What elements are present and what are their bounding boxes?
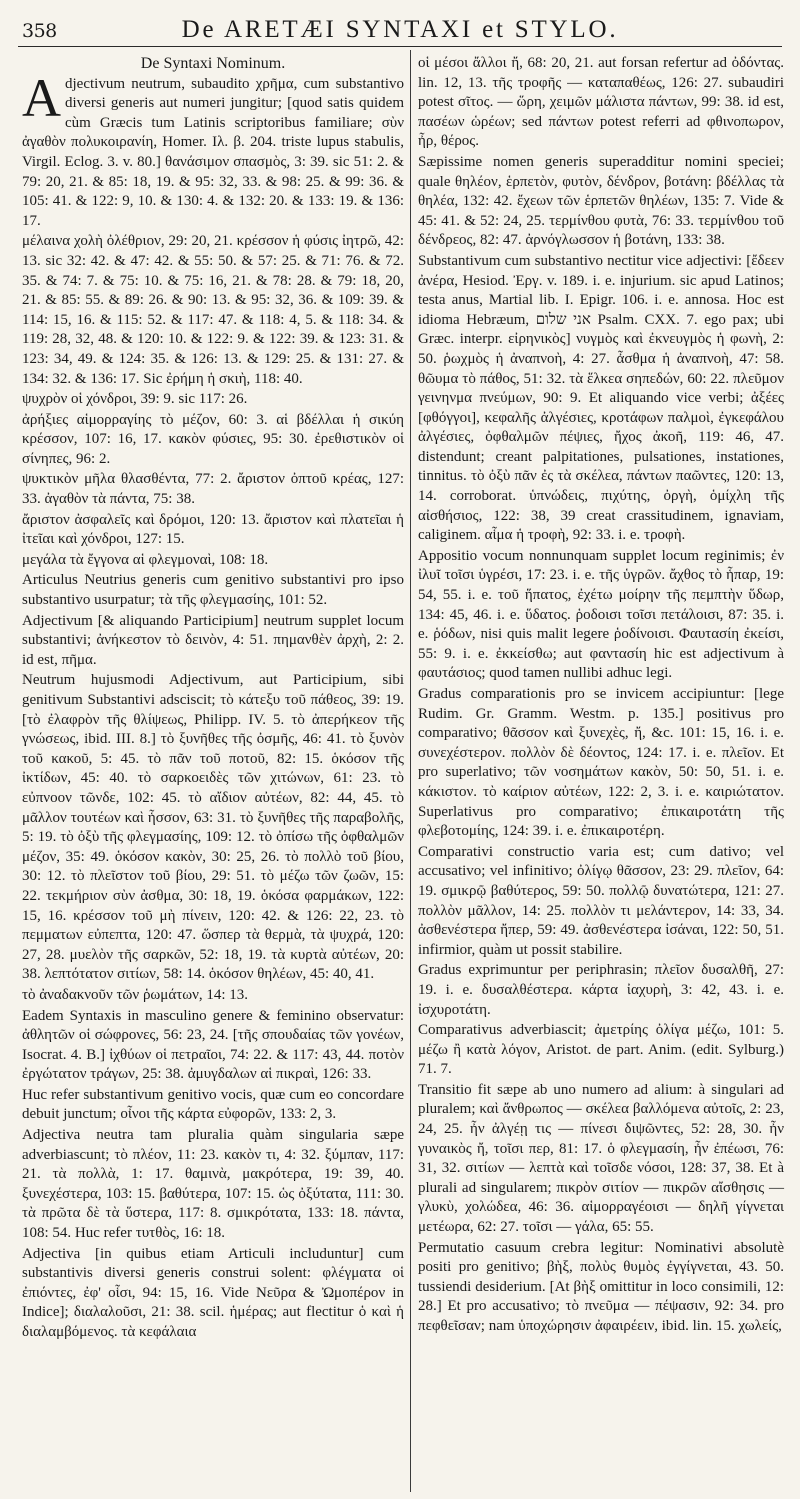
paragraph: μέλαινα χολὴ ὀλέθριον, 29: 20, 21. κρέσσον ἡ φύσις ἰητρῶ, 42: 13. sic 32: 42. & 47: 42. & 55: 50. & 57: 25. & 71: 76. & 72. 35. & 74: 7. & 75: 10. & 75: 16, 21. & 78: 28. & 79: 18, 20, 21. & 85: 55. & 89: 26. & 90: 13. & 95: 32, 36. & 109: 39. & 114: 15, 16. & 115: 52. & 117: 47. & 118: 4, 5. & 118: 34. & 119: 28, 32, 48. & 120: 10. & 122: 9. & 122: 39. & 123: 31. & 123: 34, 49. & 124: 35. & 126: 13. & 129: 25. & 131: 27. & 134: 32. & 136: 17. Sic ἐρήμη ἡ σκιὴ, 118: 40.	[22, 233, 404, 387]
paragraph: Appositio vocum nonnunquam supplet locum reginimis; ἐν ἰλυῖ τοῖσι ὑγρέσι, 17: 23. i. e. τῆς ὑγρῶν. ἄχθος τὸ ἧπαρ, 19: 54, 55. i. e. τοῦ ἥπατος, ἐχέτω μοίρην τῆς πεμπτὴν ὕδωρ, 134: 45, 46. i. e. ὕδατος. ῥοδοισι τοῖσι πετάλοισι, 87: 35. i. e. ῥόδων, nisi quis malit legere ῥοδίνοισι. Φαυτασίη ἐκείσι, 55: 9. i. e. ἐκκείσθω; aut φαντασίη hic est adjectivum à φαυτάσιος; quod tamen nullibi adhuc legi.	[418, 547, 784, 682]
paragraph: μεγάλα τὰ ἔγγονα αἱ φλεγμοναὶ, 108: 18.	[22, 551, 269, 568]
paragraph: Adjectivum [& aliquando Participium] neutrum supplet locum substantivi; ἀνήκεστον τὸ δεινὸν, 4: 51. πημανθὲν ἀρχὴ, 2: 2. id est, πῆμα.	[22, 612, 404, 668]
paragraph: Gradus comparationis pro se invicem accipiuntur: [lege Rudim. Gr. Gramm. Westm. p. 135.] positivus pro comparativo; θᾶσσον καὶ ξυνεχὲς, ἤ, &c. 101: 15, 16. i. e. συνεχέστερον. πολλὸν δὲ δέοντος, 124: 17. i. e. πλεῖον. Et pro superlativo; τῶν νοσημάτων κακὸν, 50: 50, 51. i. e. κάκιστον. τὸ καίριον αὐτέων, 122: 2, 3. i. e. καιριώτατον. Superlativus pro comparativo; ἐπικαιροτάτη τῆς φλεβοτομίης, 124: 39. i. e. ἐπικαιροτέρη.	[418, 686, 784, 840]
paragraph: Adjectiva neutra tam pluralia quàm singularia sæpe adverbiascunt; τὸ πλέον, 11: 23. κακὸν τι, 4: 32. ξύμπαν, 117: 21. τὰ πολλὰ, 1: 17. θαμινὰ, μακρότερα, 19: 39, 40. ξυνεχέστερα, 103: 15. βαθύτερα, 107: 15. ὡς ὀξύτατα, 111: 30. τὰ πρῶτα δὲ τὰ ὕστερα, 117: 8. σμικρότατα, 133: 18. πάντα, 108: 54. Huc refer τυτθὸς, 16: 18.	[22, 1127, 404, 1242]
paragraph: Substantivum cum substantivo nectitur vice adjectivi: [ἔδεεν ἀνέρα, Hesiod. Ἐργ. v. 189. i. e. injurium. sic apud Latinos; testa anus, Martial lib. I. Epigr. 106. i. e. annosa. Hoc est idioma Hebræum, אני שלום Psalm. CXX. 7. ego pax; ubi Græc. interpr. εἰρηνικὸς] νυγμὸς καὶ ἐκνευγμὸς ἡ φωνὴ, 2: 50. ῥωχμὸς ἡ ἀναπνοὴ, 4: 27. ἆσθμα ἡ ἀναπνοὴ, 47: 58. θῶυμα τὸ πάθος, 51: 32. τὰ ἕλκεα σηπεδών, 60: 22. πλεῦμον γεινηνμα πνεύμων, 90: 9. Et aliquando vice verbi; ἀξέες [φθόγγοι], κεφαλῆς ἀλγέσιες, κροτάφων παλμοὶ, ἐγκεφάλου ἀλγέσιες, ὀφθαλμῶν πέψιες, ἤχος ἀκοῆ, 119: 46, 47. distendunt; creant palpitationes, pulsationes, instationes, tinnitus. τὸ ὀξὺ πᾶν ἐς τὰ σκέλεα, πάντων παῶντες, 120: 13, 14. corroborat. ὑπνώδεις, πιχύτης, ὀργὴ, ὁμίχλη τῆς αἰσθήσιος, 122: 38, 39 creat crassitudinem, ignaviam, caliginem. αἷμα ἡ τροφὴ, 92: 33. i. e. τροφὴ.	[418, 252, 784, 544]
paragraph: Eadem Syntaxis in masculino genere & feminino observatur: ἀθλητῶν οἱ σώφρονες, 56: 23, 24. [τῆς σπουδαίας τῶν γονέων, Isocrat. 4. B.] ἰχθύων οἱ πετραῖοι, 74: 22. & 117: 43, 44. ποτὸν ἐργώτατον τράγων, 25: 38. ἀμυγδαλων αἱ πικραὶ, 126: 33.	[22, 1007, 404, 1083]
paragraph: Adjectiva [in quibus etiam Articuli includuntur] cum substantivis diversi generis construi solent: φλέγματα οἱ ἐπιόντες, ἐφ' οἷσι, 94: 15, 16. Vide Νεῦρα & Ὠμοπέρον in Indice]; διαλαλοῦσι, 21: 38. scil. ἡμέρας; aut flectitur ὁ καὶ ἡ διαλαμβόμενος. τὰ κεφάλαια	[22, 1245, 404, 1340]
paragraph: Adjectivum neutrum, subaudito χρῆμα, cum substantivo diversi generis aut numeri jungitur; [quod satis quidem cùm Græcis tum Latinis scriptoribus familiare; σὺν ἀγαθὸν πολυκοιρανίη, Homer. Ιλ. β. 204. triste lupus stabulis, Virgil. Eclog. 3. v. 80.] θανάσιμον σπασμὸς, 3: 39. sic 51: 2. & 79: 20, 21. & 85: 18, 19. & 95: 32, 33. & 98: 25. & 99: 36. & 105: 41. & 122: 9, 10. & 130: 4. & 132: 20. & 133: 19. & 136: 17.	[22, 67, 404, 229]
column-divider	[410, 50, 411, 1492]
paragraph: Comparativus adverbiascit; ἀμετρίης ὀλίγα μέζω, 101: 5. μέζω ἢ κατὰ λόγον, Aristot. de part. Anim. (edit. Sylburg.) 71. 7.	[418, 1022, 784, 1078]
paragraph: Gradus exprimuntur per periphrasin; πλεῖον δυσαλθῆ, 27: 19. i. e. δυσαλθέστερα. κάρτα ἰαχυρὴ, 3: 42, 43. i. e. ἰσχυροτάτη.	[418, 962, 784, 1018]
paragraph: ἄριστον ἀσφαλεῖς καὶ δρόμοι, 120: 13. ἄριστον καὶ πλατεῖαι ἡ ἰτεῖαι καὶ χόνδροι, 127: 15.	[22, 511, 404, 548]
page-number: 358	[22, 20, 57, 42]
right-column	[418, 54, 784, 1338]
paragraph: Neutrum hujusmodi Adjectivum, aut Participium, sibi genitivum Substantivi adsciscit; τὸ κάτεξυ τοῦ πάθεος, 39: 19. [τὸ ἐλαφρὸν τῆς θλίψεως, Philipp. IV. 5. τὸ ἀπερήκεον τῆς γνώσεως, ibid. III. 8.] τὸ ξυνῆθες τῆς ὀσμῆς, 46: 41. τὸ ξυνὸν τοῦ κακοῦ, 5: 45. τὸ πᾶν τοῦ ποτοῦ, 82: 15. ὁκόσον τῆς ἰκτίδων, 45: 40. τὸ σαρκοειδὲς τῶν χιτώνων, 61: 23. τὸ εὐπνοον τῶνδε, 102: 45. τὸ αἴδιον αὐτέων, 82: 44, 45. τὸ μᾶλλον τουτέων καὶ ἧσσον, 63: 31. τὸ ξυνῆθες τῆς παραβολῆς, 5: 19. τὸ ὀξὺ τῆς φλεγμασίης, 109: 12. τὸ ὀπίσω τῆς ὀφθαλμῶν μέζον, 35: 49. ὁκόσον κακὸν, 30: 25, 26. τὸ πολλὸ τοῦ βίου, 30: 12. τὸ πλεῖστον τοῦ βίου, 29: 51. τὸ μέζω τῶν ζωῶν, 15: 22. τεκμήριον σὺν ἀσθμα, 30: 18, 19. ὁκόσα φαρμάκων, 122: 15, 16. κρέσσον τοῦ μὴ πίνειν, 120: 42. & 126: 22, 23. τὸ πεμματων εὐπεπτα, 120: 47. ὥσπερ τὰ θερμὰ, τὰ ψυχρά, 120: 27, 28. μυελὸν τῆς σαρκῶν, 52: 18, 19. τὰ κυρτὰ αὐτέων, 20: 38. λεπτότατον σιτίων, 58: 14. ὁκόσον θηλέων, 45: 40, 41.	[22, 672, 404, 983]
paragraph: Transitio fit sæpe ab uno numero ad alium: à singulari ad pluralem; καὶ ἄνθρωπος — σκέλεα βαλλόμενα αὐτοῖς, 2: 23, 24, 25. ἦν ἀλγέῃ τις — πίνεσι διψῶντες, 52: 28, 30. ἦν γυναικὸς ἤ, τοῖσι περ, 81: 17. ὁ φλεγμασίη, ἦν ἐπέωσι, 76: 31, 32. σιτίων — λεπτὰ καὶ τοῖσδε νόσοι, 128: 37, 38. Et à plurali ad singularem; πικρὸν σιτίον — πικρῶν αἴσθησις — γλυκὺ, χολώδεα, 46: 36. αἱμορραγέοισι — δηλῆ γίγνεται μετέωρα, 62: 27. τοῖσι — γάλα, 65: 55.	[418, 1081, 784, 1236]
paragraph: Articulus Neutrius generis cum genitivo substantivi pro ipso substantivo usurpatur; τὰ τῆς φλεγμασίης, 101: 52.	[22, 572, 404, 609]
paragraph: Huc refer substantivum genitivo vocis, quæ cum eo concordare debuit junctum; οἶνοι τῆς κάρτα εὐφορῶν, 133: 2, 3.	[22, 1086, 404, 1123]
paragraph: Permutatio casuum crebra legitur: Nominativi absolutè positi pro genitivo; βὴξ, πολὺς θυμὸς ἐγγίγνεται, 43. 50. tussiendi desiderium. [At βὴξ omittitur in loco consimili, 12: 28.] Et pro accusativo; τὸ πνεῦμα — πέψασιν, 92: 34. pro πεφθεῖσαν; nam ὑποχώρησιν ἀφαιρέειν, ibid. lin. 15. χωλείς,	[418, 1239, 784, 1334]
paragraph: Comparativi constructio varia est; cum dativo; vel accusativo; vel infinitivo; ὀλίγῳ θᾶσσον, 23: 29. πλεῖον, 64: 19. σμικρῷ βαθύτερος, 59: 50. πολλῷ δυνατώτερα, 121: 27. πολλὸν μᾶλλον, 14: 25. πολλὸν τι μελάντερον, 14: 33, 34. ἀσθενέστερα ἤπερ, 59: 49. ἀσθενέστερα ἰσάναι, 122: 50, 51. infirmior, quàm ut possit stabilire.	[418, 843, 784, 958]
paragraph: Sæpissime nomen generis superadditur nomini speciei; quale θηλέον, ἑρπετὸν, φυτὸν, δένδρον, βοτάνη: βδέλλας τὰ θηλέα, 132: 42. ἔχεων τῶν ἑρπετῶν θηλέων, 135: 7. Vide & 45: 41. & 52: 24, 25. τερμίνθου φυτὰ, 76: 33. τερμίνθου τοῦ δένδρεος, 82: 47. ἀρνόγλωσσον ἡ βοτάνη, 133: 38.	[418, 153, 784, 249]
paragraph: ἀρήξιες αἱμορραγίης τὸ μέζον, 60: 3. αἱ βδέλλαι ἡ σικύη κρέσσον, 107: 16, 17. κακὸν φύσιες, 95: 30. ἐρεθιστικὸν οἱ σίνηπες, 96: 2.	[22, 411, 404, 467]
paragraph: ψυκτικὸν μῆλα θλασθέντα, 77: 2. ἄριστον ὀπτοῦ κρέας, 127: 33. ἀγαθὸν τὰ πάντα, 75: 38.	[22, 471, 404, 508]
paragraph: τὸ ἀναδακνοῦν τῶν ῥωμάτων, 14: 13.	[22, 986, 249, 1003]
section-heading: De Syntaxi Nominum.	[140, 55, 286, 72]
paragraph: ψυχρὸν οἱ χόνδροι, 39: 9. sic 117: 26.	[22, 391, 248, 408]
header-rule	[18, 46, 782, 47]
paragraph: οἱ μέσοι ἄλλοι ἤ, 68: 20, 21. aut forsan refertur ad ὀδόντας. lin. 12, 13. τῆς τροφῆς — καταπαθέως, 126: 27. subaudiri potest σῖτος. — ὥρη, χειμῶν μάλιστα πάντων, 99: 38. id est, πασέων ὡρέων; sed πάντων potest referri ad φθινοπωρον, ἦρ, θέρος.	[418, 55, 784, 150]
running-title: De ARETÆI SYNTAXI et STYLO.	[181, 16, 619, 43]
left-column	[22, 54, 404, 1344]
page-header	[18, 6, 782, 46]
